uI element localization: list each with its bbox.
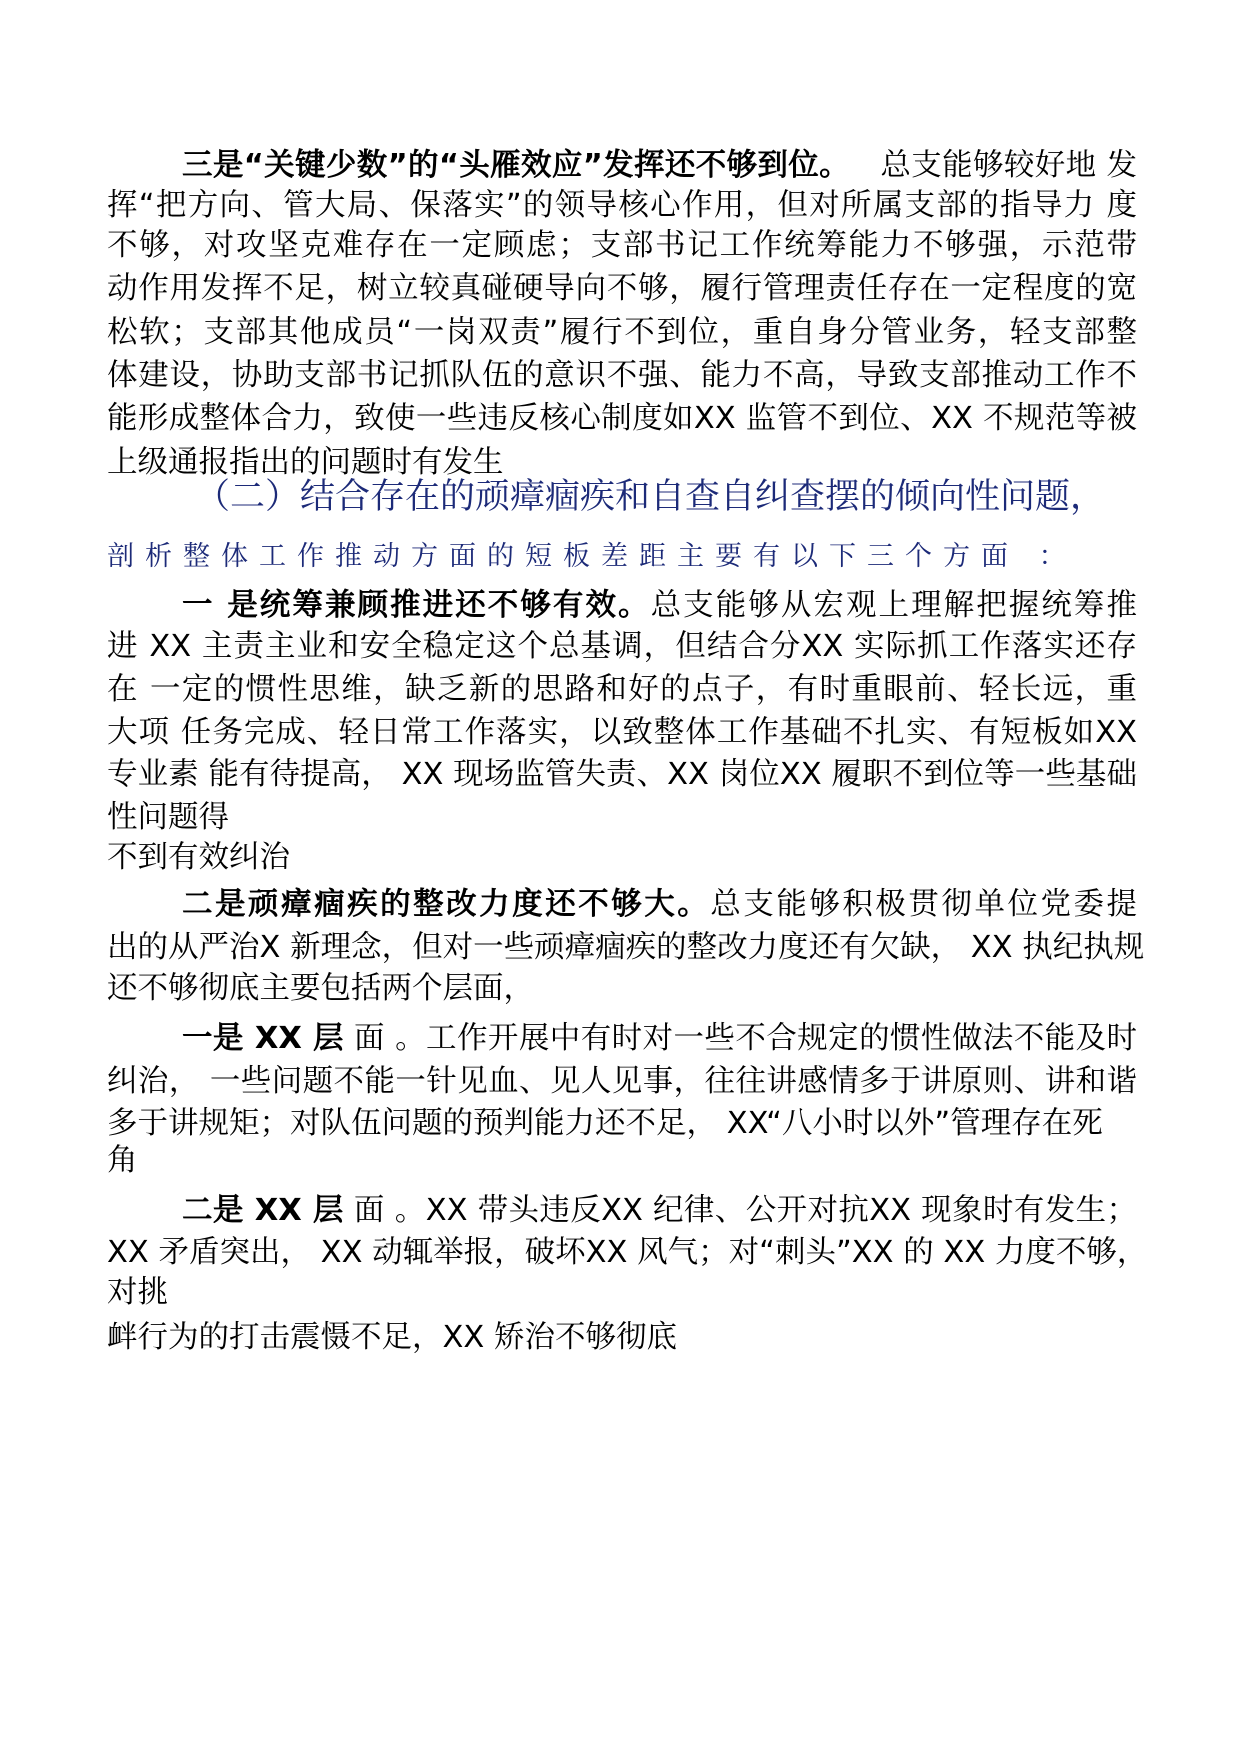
para4-line1-rest: 工作开展中有时对一些不合规定的惯性做法不能及时 bbox=[426, 1021, 1138, 1056]
para1-line7: 能形成整体合力，致使一些违反核心制度如XX 监管不到位、XX 不规范等被 bbox=[107, 401, 1137, 436]
para2-line7: 不到有效纠治 bbox=[107, 840, 290, 875]
para3-line1 bbox=[182, 882, 1137, 928]
para2-line6: 性问题得 bbox=[107, 800, 229, 835]
para1-line2: 挥“把方向、管大局、保落实”的领导核心作用，但对所属支部的指导力 度 bbox=[107, 188, 1137, 223]
para2-line2: 进 XX 主责主业和安全稳定这个总基调，但结合分XX 实际抓工作落实还存 bbox=[107, 629, 1137, 664]
para3-lead-bold: 二是顽瘴痼疾的整改力度还不够大。 bbox=[182, 887, 711, 922]
para5-line1 bbox=[182, 1188, 1137, 1234]
para2-line4: 大项 任务完成、轻日常工作落实，以致整体工作基础不扎实、有短板如XX bbox=[107, 715, 1137, 750]
section-subheading: 剖析整体工作推动方面的短板差距主要有以下三个方面 ： bbox=[107, 541, 1077, 572]
para2-line5: 专业素 能有待提高， XX 现场监管失责、XX 岗位XX 履职不到位等一些基础 bbox=[107, 757, 1137, 792]
para2-line1-rest: 总支能够从宏观上理解把握统筹推 bbox=[650, 588, 1137, 623]
para5-lead-bold: 二是 XX 层 bbox=[182, 1193, 344, 1228]
para2-line1 bbox=[182, 583, 1137, 629]
para1-line6: 体建设，协助支部书记抓队伍的意识不强、能力不高，导致支部推动工作不 bbox=[107, 358, 1137, 393]
para4-line1 bbox=[182, 1016, 1137, 1062]
para5-lead-mid: 面 。 bbox=[343, 1193, 426, 1228]
para5-line4: 衅行为的打击震慑不足，XX 矫治不够彻底 bbox=[107, 1320, 677, 1355]
para4-line3: 多于讲规矩；对队伍问题的预判能力还不足， XX“八小时以外”管理存在死 bbox=[107, 1106, 1103, 1141]
para2-line3: 在 一定的惯性思维，缺乏新的思路和好的点子，有时重眼前、轻长远，重 bbox=[107, 672, 1137, 707]
para3-line2: 出的从严治X 新理念，但对一些顽瘴痼疾的整改力度还有欠缺， XX 执纪执规 bbox=[107, 930, 1145, 965]
para2-lead-bold: 一 是统筹兼顾推进还不够有效。 bbox=[182, 588, 651, 623]
para4-lead-mid: 面 。 bbox=[343, 1021, 427, 1056]
section-heading: （二）结合存在的顽瘴痼疾和自查自纠查摆的倾向性问题， bbox=[195, 477, 1106, 517]
para4-lead-bold: 一是 XX 层 bbox=[182, 1021, 344, 1056]
para1-line4: 动作用发挥不足，树立较真碰硬导向不够，履行管理责任存在一定程度的宽 bbox=[107, 271, 1137, 306]
para1-lead-bold: 三是“关键少数”的“头雁效应”发挥还不够到位。 bbox=[182, 148, 851, 183]
para5-line1-rest: XX 带头违反XX 纪律、公开对抗XX 现象时有发生； bbox=[425, 1193, 1137, 1228]
para1-line5: 松软；支部其他成员“一岗双责”履行不到位，重自身分管业务，轻支部整 bbox=[107, 315, 1137, 350]
para5-line2: XX 矛盾突出， XX 动辄举报，破坏XX 风气；对“刺头”XX 的 XX 力度不够， bbox=[107, 1235, 1148, 1270]
para4-line4: 角 bbox=[107, 1143, 138, 1178]
para3-line1-rest: 总支能够积极贯彻单位党委提 bbox=[710, 887, 1138, 922]
para3-line3: 还不够彻底主要包括两个层面， bbox=[107, 971, 534, 1006]
para4-line2: 纠治， 一些问题不能一针见血、见人见事，往往讲感情多于讲原则、讲和谐 bbox=[107, 1064, 1137, 1099]
para1-line3: 不够，对攻坚克难存在一定顾虑；支部书记工作统筹能力不够强，示范带 bbox=[107, 228, 1137, 263]
para1-line8: 上级通报指出的问题时有发生 bbox=[107, 445, 504, 480]
para5-line3: 对挑 bbox=[107, 1275, 168, 1310]
para1-line1-rest: 总支能够较好地 发 bbox=[880, 148, 1137, 183]
